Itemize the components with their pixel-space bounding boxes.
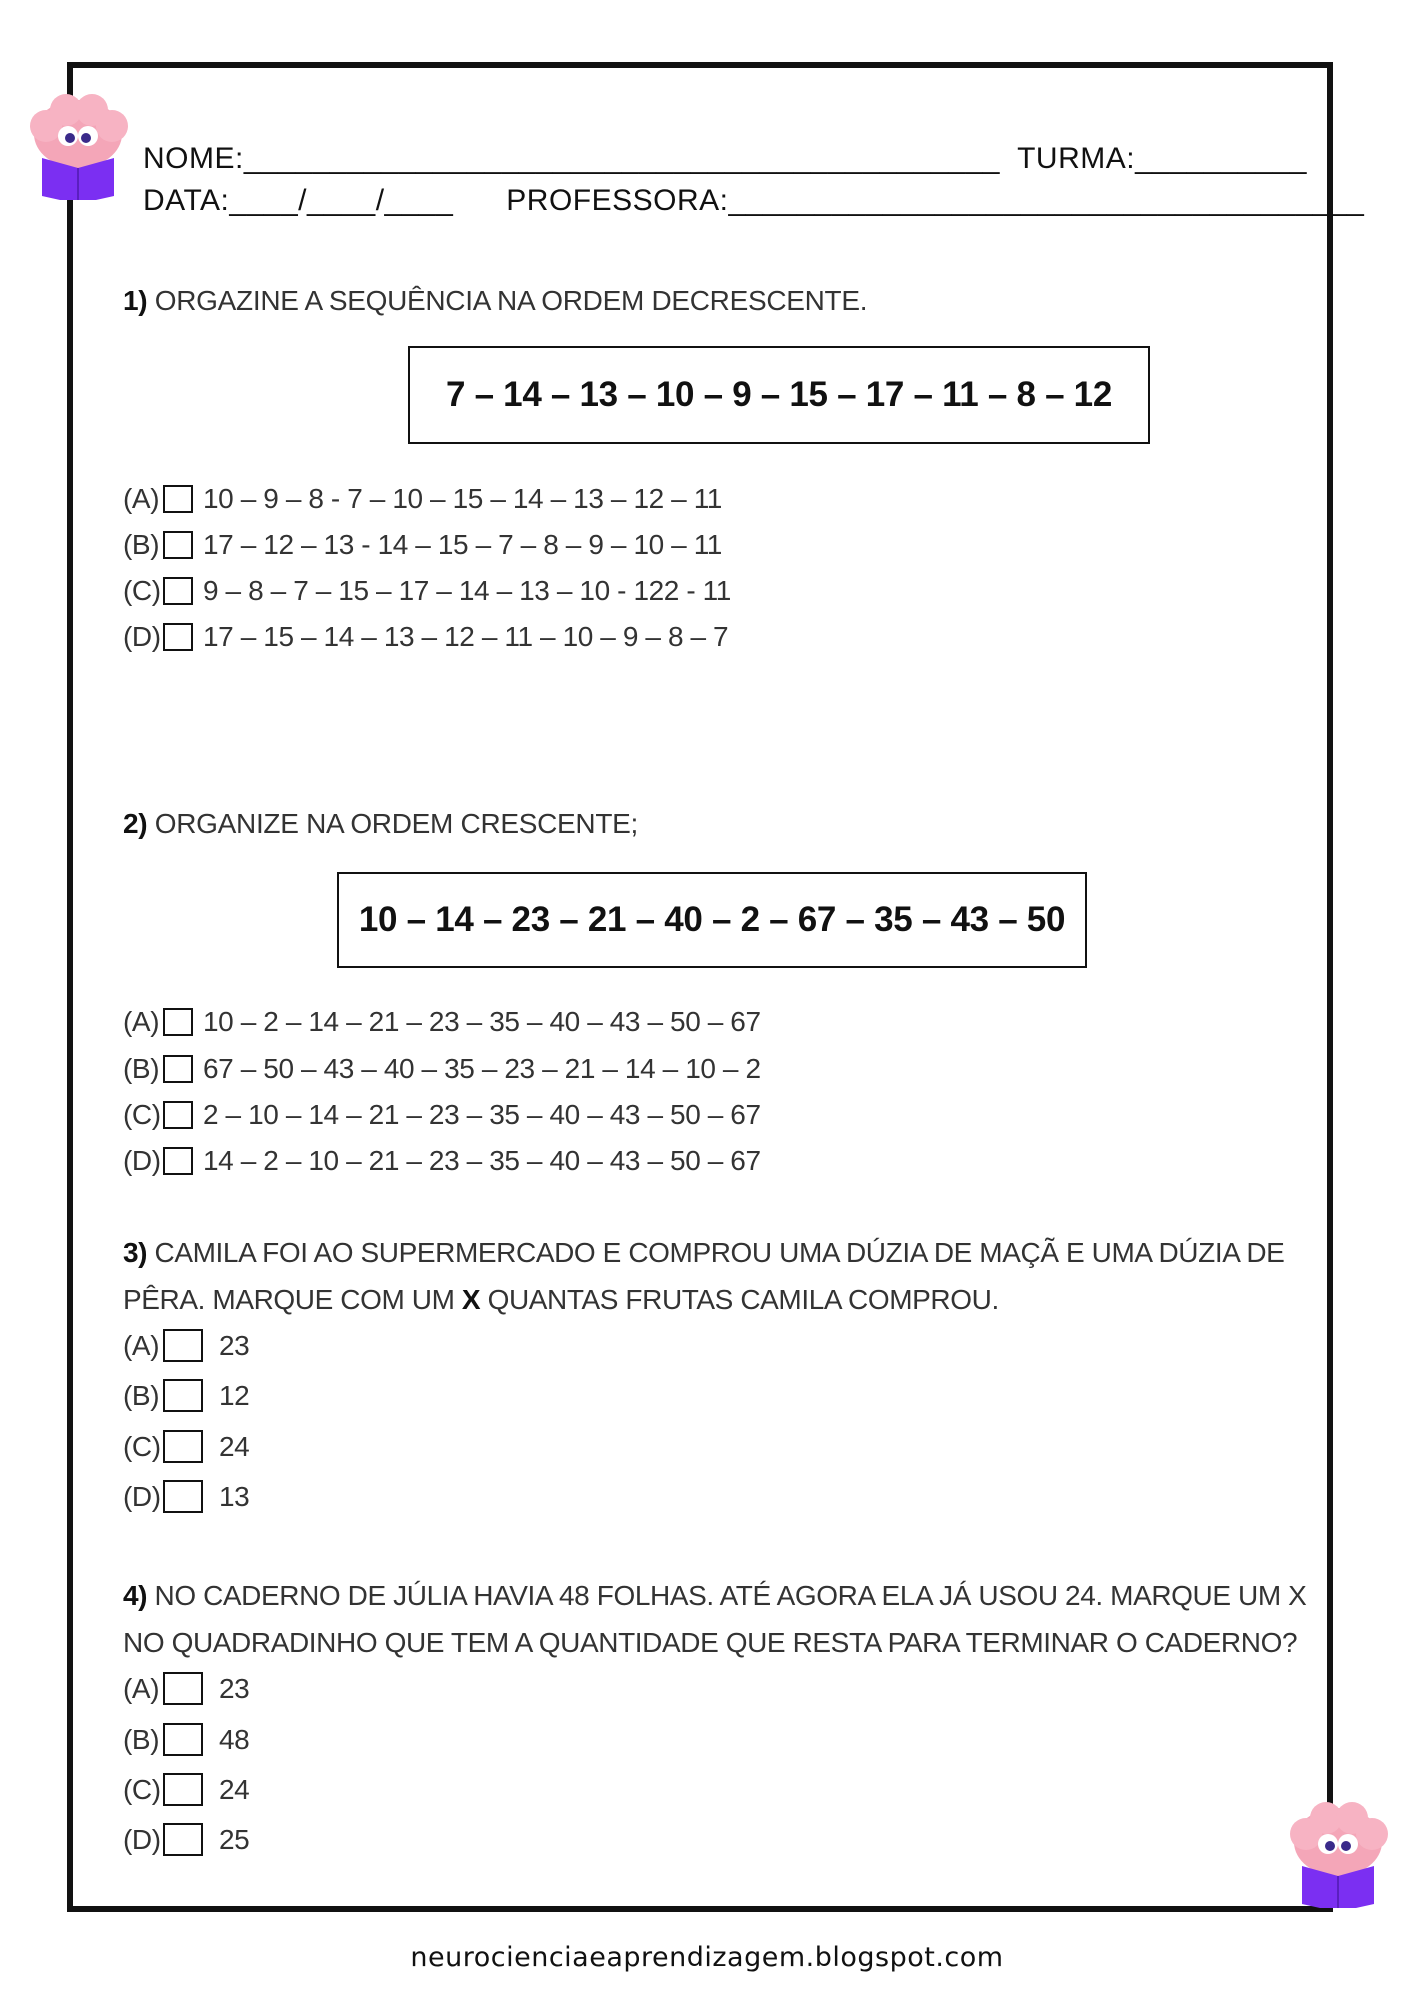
option-text: 9 – 8 – 7 – 15 – 17 – 14 – 13 – 10 - 122 - 11 bbox=[203, 575, 731, 606]
option-d bbox=[123, 621, 728, 653]
answer-checkbox[interactable] bbox=[163, 1723, 203, 1756]
option-a bbox=[123, 1006, 761, 1038]
footer-url: neurocienciaeaprendizagem.blogspot.com bbox=[410, 1942, 1004, 1973]
option-letter: (D) bbox=[123, 1480, 161, 1512]
option-text: 23 bbox=[219, 1329, 250, 1361]
question-4-prompt bbox=[123, 1572, 1309, 1666]
option-letter: (A) bbox=[123, 1672, 160, 1704]
sequence-box: 10 – 14 – 23 – 21 – 40 – 2 – 67 – 35 – 43 – 50 bbox=[337, 872, 1087, 968]
option-letter: (B) bbox=[123, 1379, 160, 1411]
option-letter: (B) bbox=[123, 1723, 160, 1755]
answer-checkbox[interactable] bbox=[163, 1101, 193, 1129]
option-letter: (C) bbox=[123, 1430, 161, 1462]
question-number: 1) bbox=[123, 285, 148, 316]
answer-checkbox[interactable] bbox=[163, 1672, 203, 1705]
option-text: 2 – 10 – 14 – 21 – 23 – 35 – 40 – 43 – 50 – 67 bbox=[203, 1099, 761, 1130]
question-3-prompt bbox=[123, 1229, 1309, 1323]
option-text: 12 bbox=[219, 1379, 250, 1411]
option-d bbox=[123, 1480, 249, 1513]
brain-reading-mascot-icon bbox=[22, 92, 134, 200]
answer-checkbox[interactable] bbox=[163, 485, 193, 513]
option-letter: (C) bbox=[123, 1773, 161, 1805]
option-letter: (A) bbox=[123, 483, 160, 514]
option-letter: (D) bbox=[123, 1145, 161, 1176]
option-c bbox=[123, 1430, 249, 1463]
option-letter: (A) bbox=[123, 1006, 160, 1037]
option-text: 10 – 9 – 8 - 7 – 10 – 15 – 14 – 13 – 12 – 11 bbox=[203, 483, 722, 514]
question-number: 4) bbox=[123, 1580, 148, 1611]
name-class-field[interactable]: NOME:____________________________________________ TURMA:__________ bbox=[143, 142, 1307, 175]
question-prompt-part2: QUANTAS FRUTAS CAMILA COMPROU. bbox=[480, 1284, 999, 1315]
option-a bbox=[123, 483, 722, 515]
option-b bbox=[123, 1379, 249, 1412]
option-text: 23 bbox=[219, 1672, 250, 1704]
option-c bbox=[123, 1773, 249, 1806]
option-text: 13 bbox=[219, 1480, 250, 1512]
option-b bbox=[123, 1053, 761, 1085]
answer-checkbox[interactable] bbox=[163, 623, 193, 651]
option-letter: (D) bbox=[123, 621, 161, 652]
answer-checkbox[interactable] bbox=[163, 531, 193, 559]
option-text: 67 – 50 – 43 – 40 – 35 – 23 – 21 – 14 – 10 – 2 bbox=[203, 1053, 761, 1084]
option-b bbox=[123, 1723, 249, 1756]
question-prompt-bold: X bbox=[461, 1284, 481, 1315]
question-prompt-part1: CAMILA FOI AO SUPERMERCADO E COMPROU UMA DÚZIA DE MAÇÃ E UMA DÚZIA DE PÊRA. MARQUE COM UM bbox=[123, 1237, 1285, 1315]
option-text: 25 bbox=[219, 1823, 250, 1855]
answer-checkbox[interactable] bbox=[163, 1379, 203, 1412]
option-d bbox=[123, 1823, 249, 1856]
brain-reading-mascot-icon bbox=[1282, 1800, 1394, 1908]
option-b bbox=[123, 529, 722, 561]
sequence-box: 7 – 14 – 13 – 10 – 9 – 15 – 17 – 11 – 8 – 12 bbox=[408, 346, 1150, 444]
question-prompt: NO CADERNO DE JÚLIA HAVIA 48 FOLHAS. ATÉ AGORA ELA JÁ USOU 24. MARQUE UM X NO QUADRADINHO QUE TEM A QUANTIDADE QUE RESTA PARA TERMINAR O CADERNO? bbox=[123, 1580, 1307, 1658]
option-letter: (C) bbox=[123, 1099, 161, 1130]
option-letter: (B) bbox=[123, 529, 160, 560]
option-text: 24 bbox=[219, 1430, 250, 1462]
answer-checkbox[interactable] bbox=[163, 577, 193, 605]
option-letter: (A) bbox=[123, 1329, 160, 1361]
option-d bbox=[123, 1145, 761, 1177]
answer-checkbox[interactable] bbox=[163, 1055, 193, 1083]
answer-checkbox[interactable] bbox=[163, 1008, 193, 1036]
answer-checkbox[interactable] bbox=[163, 1480, 203, 1513]
option-letter: (B) bbox=[123, 1053, 160, 1084]
date-teacher-field[interactable]: DATA:____/____/____ PROFESSORA:_____________________________________ bbox=[143, 184, 1365, 217]
answer-checkbox[interactable] bbox=[163, 1823, 203, 1856]
option-letter: (C) bbox=[123, 575, 161, 606]
question-1-title bbox=[123, 285, 867, 317]
answer-checkbox[interactable] bbox=[163, 1329, 203, 1362]
option-letter: (D) bbox=[123, 1823, 161, 1855]
question-number: 3) bbox=[123, 1237, 148, 1268]
option-c bbox=[123, 575, 731, 607]
option-text: 48 bbox=[219, 1723, 250, 1755]
question-number: 2) bbox=[123, 808, 148, 839]
question-2-title bbox=[123, 808, 638, 840]
answer-checkbox[interactable] bbox=[163, 1430, 203, 1463]
option-text: 17 – 15 – 14 – 13 – 12 – 11 – 10 – 9 – 8 – 7 bbox=[203, 621, 729, 652]
option-text: 17 – 12 – 13 - 14 – 15 – 7 – 8 – 9 – 10 – 11 bbox=[203, 529, 722, 560]
answer-checkbox[interactable] bbox=[163, 1773, 203, 1806]
option-text: 14 – 2 – 10 – 21 – 23 – 35 – 40 – 43 – 50 – 67 bbox=[203, 1145, 761, 1176]
option-c bbox=[123, 1099, 761, 1131]
question-prompt: ORGANIZE NA ORDEM CRESCENTE; bbox=[154, 808, 638, 839]
option-text: 24 bbox=[219, 1773, 250, 1805]
answer-checkbox[interactable] bbox=[163, 1147, 193, 1175]
option-a bbox=[123, 1329, 249, 1362]
option-text: 10 – 2 – 14 – 21 – 23 – 35 – 40 – 43 – 50 – 67 bbox=[203, 1006, 761, 1037]
option-a bbox=[123, 1672, 249, 1705]
question-prompt: ORGAZINE A SEQUÊNCIA NA ORDEM DECRESCENTE. bbox=[154, 285, 868, 316]
